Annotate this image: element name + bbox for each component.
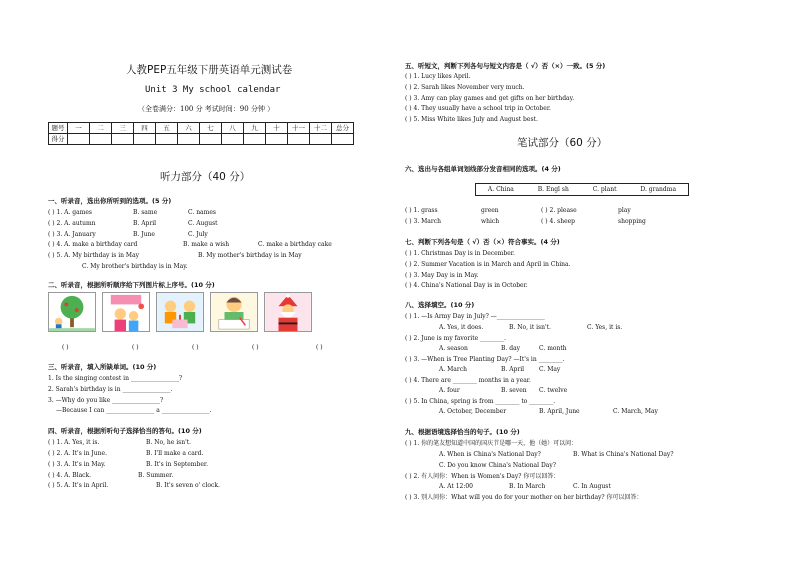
option: C. July xyxy=(188,231,208,238)
statement: ( ) 2. Sarah likes November very much. xyxy=(405,84,525,91)
question: ( ) 4. A. make a birthday card xyxy=(48,241,138,248)
exam-info: （全卷满分：100 分 考试时间：90 分钟 ） xyxy=(138,105,275,113)
score-cell: 九 xyxy=(244,123,266,134)
tree-planting-picture xyxy=(48,292,96,332)
option: A. March xyxy=(439,366,467,373)
question: ( ) 2. A. It's in June. xyxy=(48,450,107,457)
option: B. April xyxy=(501,366,525,373)
section-9-head: 九、根据语境选择恰当的句子。(10 分) xyxy=(405,428,520,436)
birthday-cake-picture xyxy=(156,292,204,332)
score-cell: 一 xyxy=(68,123,90,134)
score-table xyxy=(48,122,354,145)
option: B. June xyxy=(133,231,155,238)
section-8-head: 八、选择填空。(10 分) xyxy=(405,301,475,309)
score-cell: 十 xyxy=(266,123,288,134)
score-cell: 十二 xyxy=(310,123,332,134)
option: C. names xyxy=(188,209,216,216)
phonics-word: green xyxy=(481,207,499,214)
picture-answer-blank[interactable]: ( ) xyxy=(62,344,69,351)
picture-answer-blank[interactable]: ( ) xyxy=(132,344,139,351)
statement: ( ) 3. Amy can play games and get gifts on her birthday. xyxy=(405,95,575,102)
question: ( ) 5. A. My birthday is in May xyxy=(48,252,140,259)
score-value-row xyxy=(49,134,354,145)
option: A. Yes, it does. xyxy=(439,324,484,331)
option: B. It's seven o' clock. xyxy=(156,482,220,489)
score-input[interactable] xyxy=(156,134,178,145)
score-input[interactable] xyxy=(244,134,266,145)
score-input[interactable] xyxy=(200,134,222,145)
option: B. make a wish xyxy=(183,241,230,248)
question: ( ) 2. 有人问你：When is Women's Day? 你可以回答： xyxy=(405,473,560,480)
question: ( ) 3. A. January xyxy=(48,231,96,238)
option: C. Yes, it is. xyxy=(587,324,623,331)
section-7-head: 七、判断下列各句是（ √）否（×）符合事实。(4 分) xyxy=(405,238,560,246)
statement: ( ) 4. They usually have a school trip in October. xyxy=(405,105,551,112)
option: B. It's in September. xyxy=(146,461,208,468)
score-input[interactable] xyxy=(90,134,112,145)
question: ( ) 1. —Is Army Day in July? —________________ xyxy=(405,313,545,320)
phonics-option: A. China xyxy=(487,186,514,193)
statement: ( ) 1. Lucy likes April. xyxy=(405,73,471,80)
phonics-question: ( ) 3. March xyxy=(405,218,441,225)
section-4-head: 四、听录音，根据所听句子选择恰当的答句。(10 分) xyxy=(48,427,202,435)
score-cell: 七 xyxy=(200,123,222,134)
score-input[interactable] xyxy=(288,134,310,145)
option: A. At 12:00 xyxy=(439,483,473,490)
question: ( ) 4. There are ________ months in a year. xyxy=(405,377,531,384)
question: ( ) 1. A. games xyxy=(48,209,93,216)
fill-line[interactable]: 2. Sarah's birthday is in ________________. xyxy=(48,386,173,393)
option: B. No, he isn't. xyxy=(146,439,192,446)
score-input[interactable] xyxy=(222,134,244,145)
statement: ( ) 3. May Day is in May. xyxy=(405,272,479,279)
option: C. May xyxy=(539,366,561,373)
score-cell: 六 xyxy=(178,123,200,134)
option: A. October, December xyxy=(439,408,507,415)
unit-subtitle: Unit 3 My school calendar xyxy=(145,85,281,95)
question: ( ) 4. A. Black. xyxy=(48,472,92,479)
santa-picture xyxy=(264,292,312,332)
option: C. March, May xyxy=(613,408,658,415)
option: A. season xyxy=(439,345,468,352)
section-2-head: 二、听录音，根据所听顺序给下列图片标上序号。(10 分) xyxy=(48,281,215,289)
option: C. make a birthday cake xyxy=(258,241,332,248)
score-input[interactable] xyxy=(68,134,90,145)
score-cell: 四 xyxy=(134,123,156,134)
phonics-options-box xyxy=(475,183,689,196)
score-cell: 得分 xyxy=(49,134,68,145)
section-3-head: 三、听录音，填入所缺单词。(10 分) xyxy=(48,363,157,371)
written-title: 笔试部分（60 分） xyxy=(517,137,608,149)
question: ( ) 5. A. It's in April. xyxy=(48,482,109,489)
phonics-word: which xyxy=(481,218,500,225)
listening-title: 听力部分（40 分） xyxy=(160,171,251,183)
phonics-question: ( ) 1. grass xyxy=(405,207,438,214)
score-input[interactable] xyxy=(134,134,156,145)
score-input[interactable] xyxy=(310,134,332,145)
phonics-option: B. Engl sh xyxy=(537,186,569,193)
picture-answer-blank[interactable]: ( ) xyxy=(316,344,323,351)
option: B. In March xyxy=(509,483,546,490)
option: B. What is China's National Day? xyxy=(573,451,674,458)
option: A. When is China's National Day? xyxy=(439,451,541,458)
score-cell: 二 xyxy=(90,123,112,134)
phonics-word: play xyxy=(618,207,631,214)
phonics-option: C. plant xyxy=(592,186,617,193)
option: C. month xyxy=(539,345,567,352)
section-6-head: 六、选出与各组单词划线部分发音相同的选项。(4 分) xyxy=(405,165,561,173)
phonics-question: ( ) 4. sheep xyxy=(541,218,576,225)
question: ( ) 1. A. Yes, it is. xyxy=(48,439,100,446)
writing-boy-picture xyxy=(210,292,258,332)
section-5-head: 五、听短文，判断下列各句与短文内容是（ √）否（×）一致。(5 分) xyxy=(405,62,606,70)
option: B. My mother's birthday is in May xyxy=(198,252,302,259)
score-cell: 八 xyxy=(222,123,244,134)
question: ( ) 2. A. autumn xyxy=(48,220,96,227)
question: ( ) 5. In China, spring is from ________ to ________. xyxy=(405,398,556,405)
statement: ( ) 1. Christmas Day is in December. xyxy=(405,250,515,257)
option: A. four xyxy=(439,387,460,394)
option: B. April, June xyxy=(539,408,580,415)
question: ( ) 3. —When is Tree Planting Day? —It's in ________. xyxy=(405,356,565,363)
option: B. day xyxy=(501,345,521,352)
phonics-question: ( ) 2. please xyxy=(541,207,577,214)
score-input[interactable] xyxy=(332,134,354,145)
option: B. Summer. xyxy=(138,472,174,479)
exam-title: 人教PEP五年级下册英语单元测试卷 xyxy=(126,64,293,76)
phonics-word: shopping xyxy=(618,218,646,225)
score-cell: 十一 xyxy=(288,123,310,134)
phonics-option: D. grandma xyxy=(640,186,677,193)
option: B. No, it isn't. xyxy=(509,324,551,331)
question: ( ) 3. A. It's in May. xyxy=(48,461,106,468)
score-input[interactable] xyxy=(266,134,288,145)
statement: ( ) 2. Summer Vacation is in March and April in China. xyxy=(405,261,571,268)
option: B. same xyxy=(133,209,158,216)
score-header-row xyxy=(49,123,354,134)
score-input[interactable] xyxy=(178,134,200,145)
score-cell: 总分 xyxy=(332,123,354,134)
option: C. My brother's birthday is in May. xyxy=(82,263,188,270)
option: C. In August xyxy=(573,483,611,490)
option: C. twelve xyxy=(539,387,568,394)
statement: ( ) 5. Miss White likes July and August best. xyxy=(405,116,538,123)
fill-line[interactable]: 3. —Why do you like ________________? xyxy=(48,397,164,404)
score-cell: 五 xyxy=(156,123,178,134)
question: ( ) 1. 你的笔友想知道中国的国庆节是哪一天，他（她）可以问： xyxy=(405,440,578,447)
fill-line[interactable]: —Because I can ________________ a ________________. xyxy=(56,407,212,414)
question: ( ) 3. 别人问你：What will you do for your mother on her birthday? 你可以回答： xyxy=(405,494,643,501)
picture-row xyxy=(48,292,312,332)
option: C. Do you know China's National Day? xyxy=(439,462,556,469)
option: B. April xyxy=(133,220,157,227)
option: C. August xyxy=(188,220,218,227)
womens-day-picture xyxy=(102,292,150,332)
option: B. I'll make a card. xyxy=(146,450,204,457)
picture-answer-blank[interactable]: ( ) xyxy=(192,344,199,351)
statement: ( ) 4. China's National Day is in October. xyxy=(405,282,528,289)
option: B. seven xyxy=(501,387,527,394)
picture-answer-blank[interactable]: ( ) xyxy=(252,344,259,351)
question: ( ) 2. June is my favorite ________. xyxy=(405,335,506,342)
score-cell: 题号 xyxy=(49,123,68,134)
score-input[interactable] xyxy=(112,134,134,145)
fill-line[interactable]: 1. Is the singing contest in ________________? xyxy=(48,375,183,382)
section-1-head: 一、听录音，选出你所听到的选项。(5 分) xyxy=(48,197,172,205)
score-cell: 三 xyxy=(112,123,134,134)
